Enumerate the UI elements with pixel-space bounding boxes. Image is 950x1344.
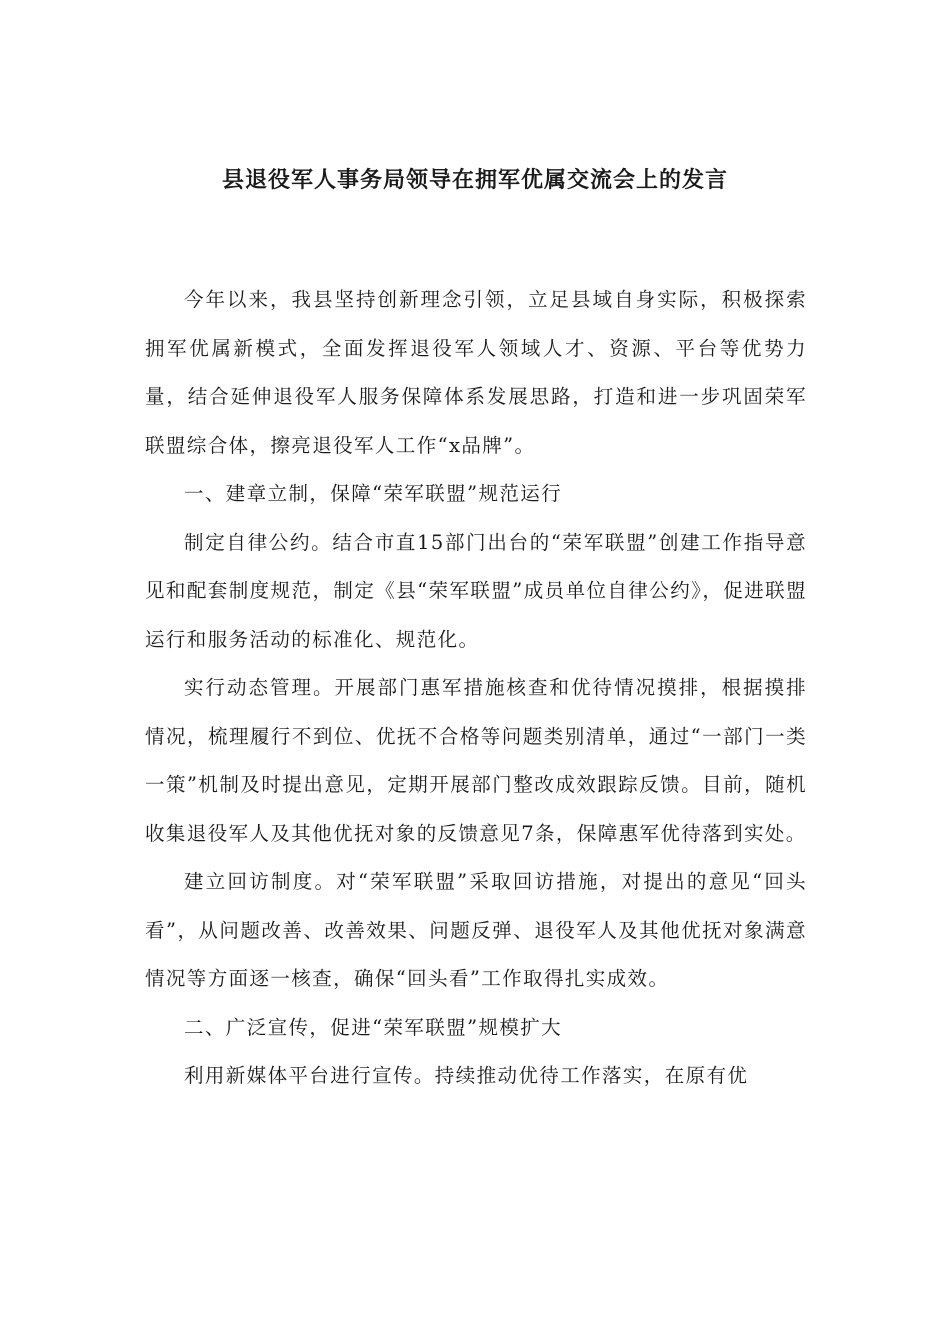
section-heading-2: 二、广泛宣传，促进“荣军联盟”规模扩大 — [184, 1015, 563, 1039]
paragraph-self-discipline: 制定自律公约。结合市直15部门出台的“荣军联盟”创建工作指导意见和配套制度规范，制定《县“荣军联盟”成员单位自律公约》，促进联盟运行和服务活动的标准化、规范化。 — [145, 530, 807, 651]
section-heading-1: 一、建章立制，保障“荣军联盟”规范运行 — [184, 482, 563, 505]
document-body — [145, 276, 807, 1101]
paragraph-revisit-system: 建立回访制度。对“荣军联盟”采取回访措施，对提出的意见“回头看”，从问题改善、改善效果、问题反弹、退役军人及其他优抚对象满意情况等方面逐一核查，确保“回头看”工作取得扎实成效。 — [145, 870, 807, 990]
paragraph-new-media: 利用新媒体平台进行宣传。持续推动优待工作落实，在原有优 — [184, 1064, 749, 1087]
paragraph-intro: 今年以来，我县坚持创新理念引领，立足县域自身实际，积极探索拥军优属新模式，全面发挥退役军人领域人才、资源、平台等优势力量，结合延伸退役军人服务保障体系发展思路，打造和进一步巩固荣军联盟综合体，擦亮退役军人工作“x品牌”。 — [145, 288, 807, 457]
paragraph-dynamic-management: 实行动态管理。开展部门惠军措施核查和优待情况摸排，根据摸排情况，梳理履行不到位、优抚不合格等问题类别清单，通过“一部门一类一策”机制及时提出意见，定期开展部门整改成效跟踪反馈。目前，随机收集退役军人及其他优抚对象的反馈意见7条，保障惠军优待落到实处。 — [145, 676, 807, 845]
document-title: 县退役军人事务局领导在拥军优属交流会上的发言 — [221, 168, 728, 193]
